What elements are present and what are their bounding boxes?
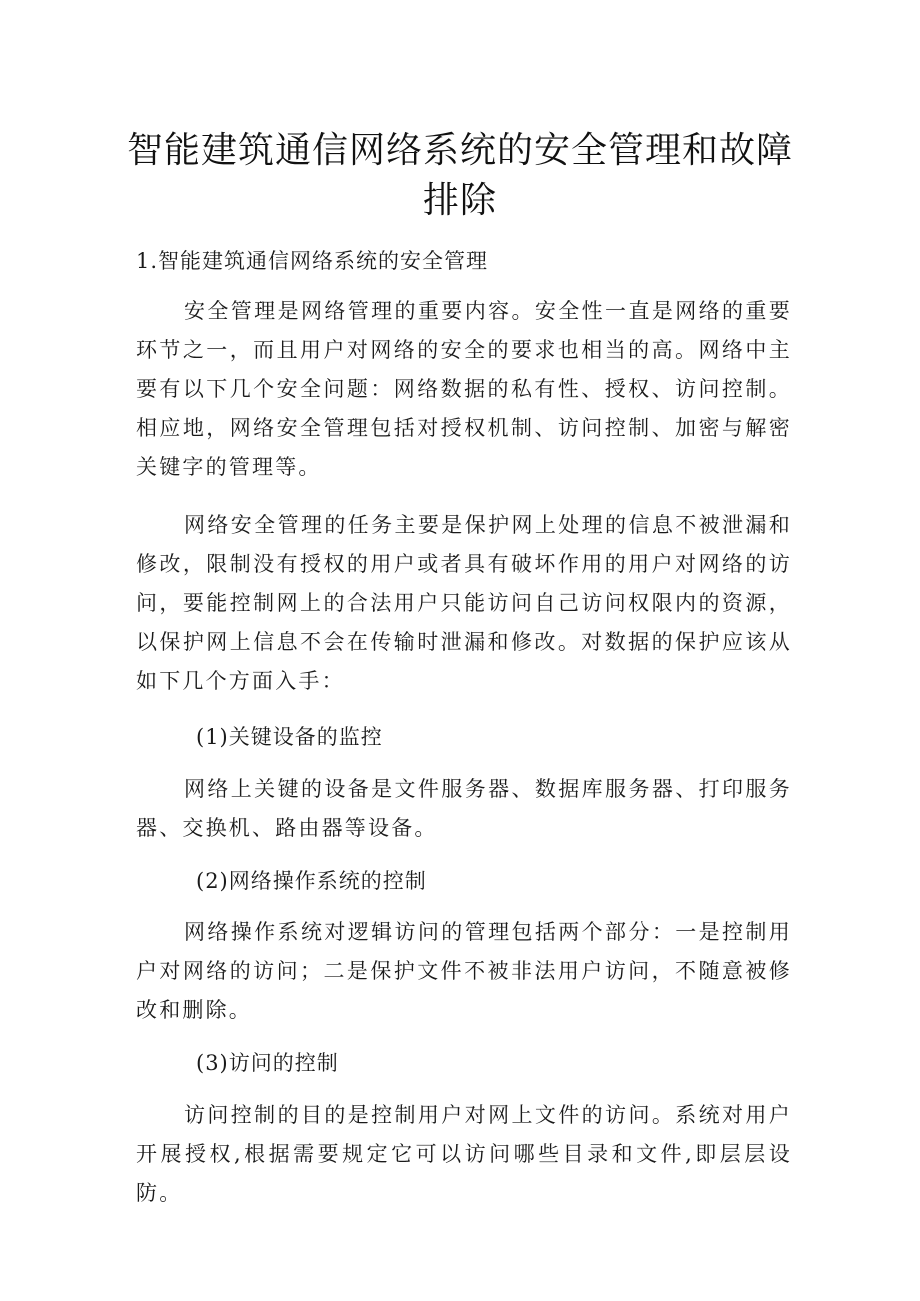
title-line-2: 排除 <box>422 180 497 221</box>
paragraph-access-control: 访问控制的目的是控制用户对网上文件的访问。系统对用户开展授权,根据需要规定它可以访问哪些目录和文件,即层层设防。 <box>136 1103 792 1205</box>
paragraph-security-tasks: 网络安全管理的任务主要是保护网上处理的信息不被泄漏和修改，限制没有授权的用户或者具有破坏作用的用户对网络的访问，要能控制网上的合法用户只能访问自己访问权限内的资源，以保护网上信息不会在传输时泄漏和修改。对数据的保护应该从如下几个方面入手： <box>136 513 792 693</box>
subheading-access-control: (3)访问的控制 <box>196 1051 339 1075</box>
title-line-1: 智能建筑通信网络系统的安全管理和故障 <box>126 130 793 171</box>
paragraph-security-overview: 安全管理是网络管理的重要内容。安全性一直是网络的重要环节之一，而且用户对网络的安全的要求也相当的高。网络中主要有以下几个安全问题：网络数据的私有性、授权、访问控制。相应地，网络安全管理包括对授权机制、访问控制、加密与解密关键字的管理等。 <box>136 299 792 479</box>
paragraph-key-devices: 网络上关键的设备是文件服务器、数据库服务器、打印服务器、交换机、路由器等设备。 <box>136 777 792 840</box>
section-heading: 1.智能建筑通信网络系统的安全管理 <box>136 249 489 273</box>
subheading-os-control: (2)网络操作系统的控制 <box>196 869 427 893</box>
subheading-key-devices: (1)关键设备的监控 <box>196 725 383 749</box>
paragraph-os-control: 网络操作系统对逻辑访问的管理包括两个部分：一是控制用户对网络的访问；二是保护文件不被非法用户访问，不随意被修改和删除。 <box>136 920 792 1022</box>
document-title <box>120 126 800 226</box>
